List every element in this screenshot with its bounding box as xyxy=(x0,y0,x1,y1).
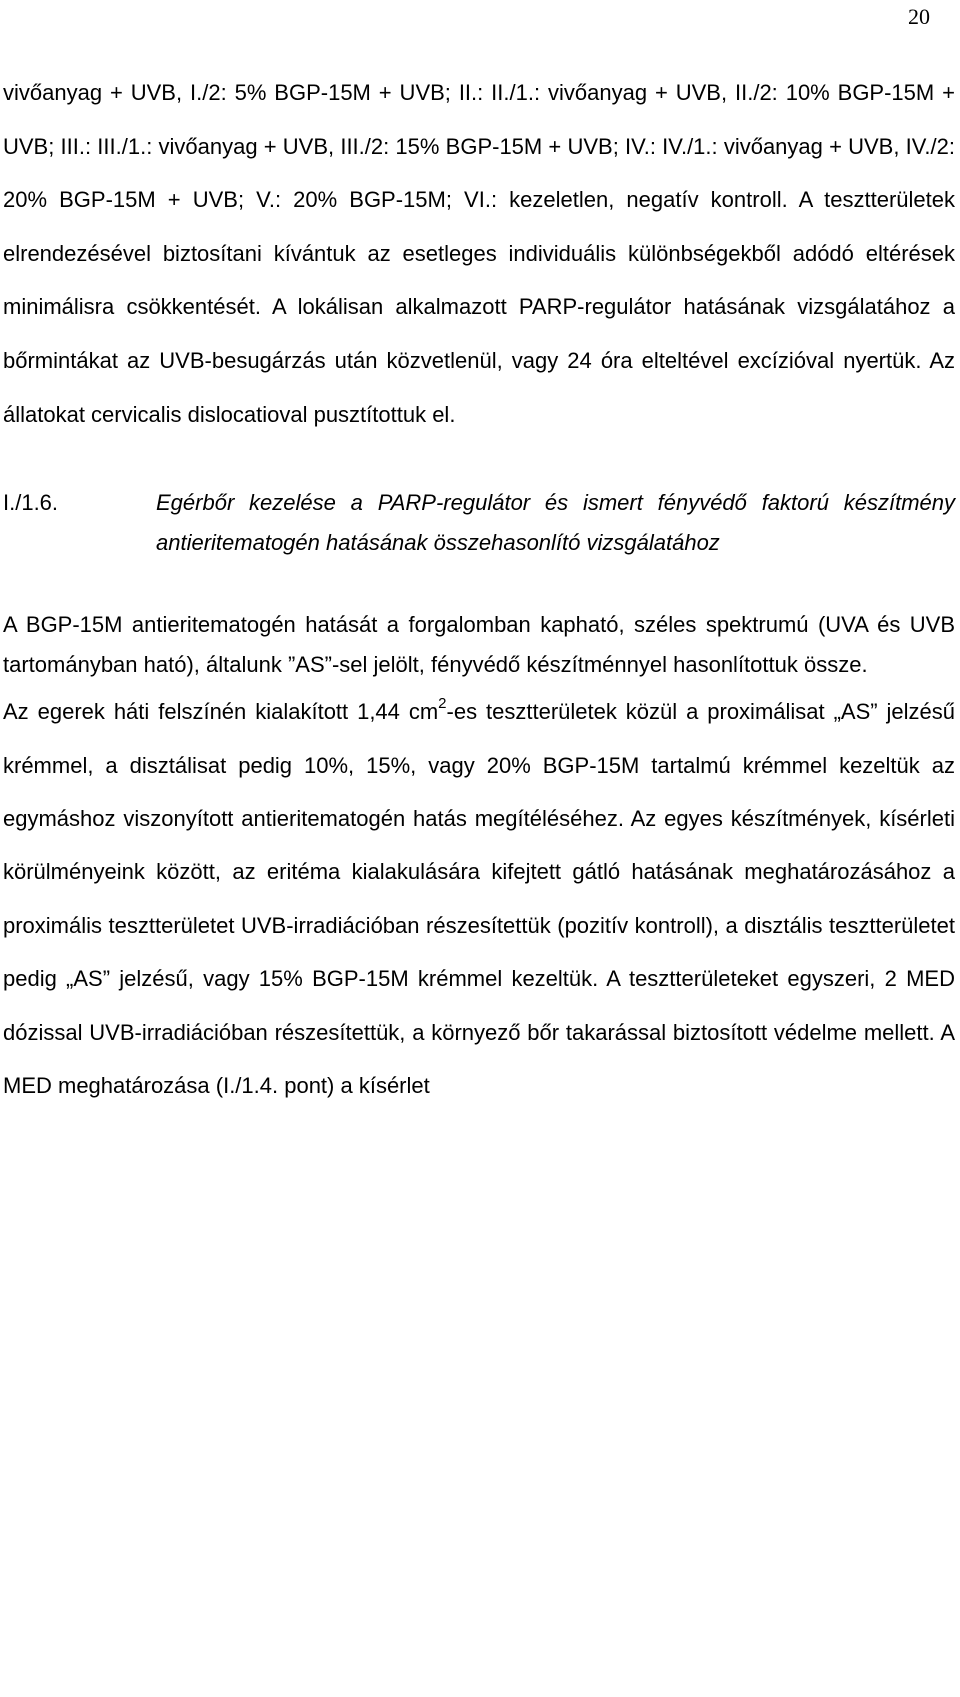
section-heading xyxy=(3,483,955,563)
superscript-squared: 2 xyxy=(438,695,447,713)
paragraph-treatment-start: Az egerek háti felszínén kialakított 1,44 cm xyxy=(3,699,439,725)
paragraph-treatment xyxy=(3,685,955,1112)
page-number: 20 xyxy=(908,4,930,29)
paragraph-study-groups: vivőanyag + UVB, I./2: 5% BGP-15M + UVB; II.: II./1.: vivőanyag + UVB, II./2: 10% BGP-15M + UVB; III.: III./1.: vivőanyag + UVB, III./2: 15% BGP-15M + UVB; IV.: IV./1.: vivőanyag + UVB, IV./2: 20% BGP-15M + UVB; V.: 20% BGP-15M; VI.: kezeletlen, negatív kontroll. A tesztterületek elrendezésével biztosítani kívántuk az esetleges individuális különbségekből adódó eltérések minimálisra csökkentését. A lokálisan alkalmazott PARP-regulátor hatásának vizsgálatához a bőrmintákat az UVB-besugárzás után közvetlenül, vagy 24 óra elteltével excízióval nyertük. Az állatokat cervicalis dislocatioval pusztítottuk el. xyxy=(3,80,955,427)
section-title: Egérbőr kezelése a PARP-regulátor és ismert fényvédő faktorú készítmény antieritematogén hatásának összehasonlító vizsgálatához xyxy=(156,490,955,556)
paragraph-comparison: A BGP-15M antieritematogén hatását a forgalomban kapható, széles spektrumú (UVA és UVB tartományban ható), általunk ”AS”-sel jelölt, fényvédő készítménnyel hasonlítottuk össze. xyxy=(3,612,955,678)
document-body xyxy=(3,66,955,1112)
paragraph-treatment-rest: -es tesztterületek közül a proximálisat „AS” jelzésű krémmel, a disztálisat pedig 10%, 15%, vagy 20% BGP-15M tartalmú krémmel kezeltük az egymáshoz viszonyított antieritematogén hatás megítéléséhez. Az egyes készítmények, kísérleti körülményeink között, az eritéma kialakulására kifejtett gátló hatásának meghatározásához a proximális tesztterületet UVB-irradiációban részesítettük (pozitív kontroll), a disztális tesztterületet pedig „AS” jelzésű, vagy 15% BGP-15M krémmel kezeltük. A tesztterületeket egyszeri, 2 MED dózissal UVB-irradiációban részesítettük, a környező bőr takarással biztosított védelme mellett. A MED meghatározása (I./1.4. pont) a kísérlet xyxy=(3,699,955,1098)
section-number: I./1.6. xyxy=(3,490,59,516)
